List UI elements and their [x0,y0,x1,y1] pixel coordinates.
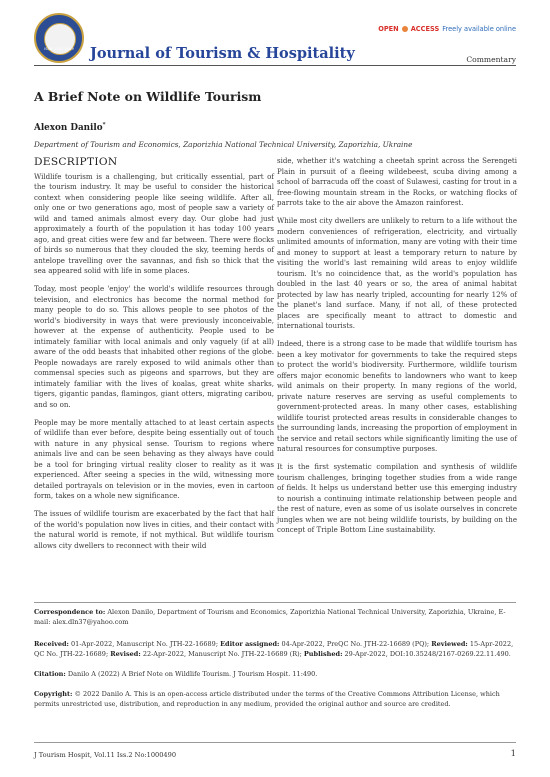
reviewed-label: Reviewed: [431,640,468,648]
editor-value: 04-Apr-2022, PreQC No. JTH-22-16689 (PQ); [281,640,430,648]
open-access-lock-icon [402,26,408,32]
body-paragraph: Wildlife tourism is a challenging, but critically essential, part of the tourism industry. It may be useful to consider the historical context when considering people like seeing wildlife. After all, only one or two generations ago, most of people saw a variety of wild and tamed animals almost every day. Our globe had just approximately a fourth of the population it has today 100 years ago, and great cities were few and far between. There were flocks of birds so numerous that they clouded the sky, teeming herds of antelope travelling over the savannas, and fish so thick that the sea appeared solid with life in some places. [34,171,274,275]
open-access-badge [378,25,516,33]
journal-logo [34,13,84,63]
published-value: 29-Apr-2022, DOI:10.35248/2167-0269.22.11.490. [344,649,511,658]
body-paragraph: While most city dwellers are unlikely to return to a life without the modern conveniences of refrigeration, electricity, and virtually unlimited amounts of information, many are voting with their time and money to support at least a temporary return to nature by visiting the world's last remaining wild areas to enjoy wildlife tourism. It's no coincidence that, as the world's population has doubled in the last 40 years or so, the area of animal habitat protected by law has nearly tripled, accounting for nearly 12% of the planet's land surface. Many, if not all, of these protected places are specifically meant to attract to domestic and international tourists. [277,216,517,330]
page-number: 1 [510,749,516,759]
article-type: Commentary [466,55,516,64]
oa-free-label: Freely available online [442,25,516,33]
citation-text: Danilo A (2022) A Brief Note on Wildlife Tourism. J Tourism Hospit. 11:490. [67,670,318,678]
revised-label: Revised: [110,649,141,658]
footer-journal-info: J Tourism Hospit, Vol.11 Iss.2 No:1000490 [34,751,177,759]
left-column [34,156,274,559]
correspondence-text: Alexon Danilo, Department of Tourism and Economics, Zaporizhia National Technical University, Zaporizhia, Ukraine, E-mail: alex.dln37@yahoo.com [34,608,506,626]
logo-issn: ISSN: 2167-0269 [44,47,74,51]
header-divider [34,65,516,66]
author-mark: * [102,122,106,128]
reviewed-value: 15-Apr-2022, QC No. JTH-22-16689; [34,640,514,658]
body-paragraph: Indeed, there is a strong case to be made that wildlife tourism has been a key motivator for governments to take the required steps to protect the world's biodiversity. Furthermore, wildlife tourism offers major economic benefits to landowners who want to keep wild animals on their property. In many regions of the world, private nature reserves are serving as useful complements to government-protected areas. In many other cases, establishing wildlife tourist protected areas results in considerable changes to the surrounding lands, increasing the proportion of employment in the service and retail sectors while significantly limiting the use of natural resources for consumptive purposes. [277,339,517,453]
oa-access-label: ACCESS [410,25,440,33]
footer-divider [34,742,516,743]
citation [34,670,516,680]
body-paragraph: The issues of wildlife tourism are exacerbated by the fact that half of the world's population now lives in cities, and their contact with the natural world is remote, if not mythical. But wildlife tourism allows city dwellers to reconnect with their wild [34,509,274,550]
section-heading: DESCRIPTION [34,156,118,168]
published-label: Published: [303,649,343,658]
body-paragraph: People may be more mentally attached to at least certain aspects of wildlife than ever before, despite being essentially out of touch with nature in any physical sense. Tourism to regions where animals live and can be seen behaving as they always have could be a tool for bringing virtual reality closer to reality as it was experienced. After seeing a species in the wild, witnessing more detailed portrayals on television or in the movies, even in cartoon form, takes on a whole new significance. [34,417,274,500]
article-title: A Brief Note on Wildlife Tourism [34,89,262,104]
footnote-divider [34,602,516,603]
body-paragraph: Today, most people 'enjoy' the world's wildlife resources through television, and electronics has become the normal method for many people to do so. This allows people to see photos of the world's biodiversity in ways that were previously inconceivable, however at the expense of authenticity. People used to be intimately familiar with local animals and only vaguely (if at all) aware of the odd beasts that inhabited other regions of the globe. People nowadays are rarely exposed to wild animals other than commensal species such as pigeons and sparrows, but they are intimately familiar with the lives of koalas, great white sharks, tigers, gigantic pandas, flamingos, giant otters, migrating caribou, and so on. [34,284,274,409]
copyright-label: Copyright: [34,690,73,698]
affiliation: Department of Tourism and Economics, Zaporizhia National Technical University, Zaporizhia, Ukraine [34,140,413,149]
author-name: Alexon Danilo [34,122,103,133]
right-column [277,156,517,543]
received-value: 01-Apr-2022, Manuscript No. JTH-22-16689; [71,640,219,648]
copyright-text: © 2022 Danilo A. This is an open-access article distributed under the terms of the Creative Commons Attribution License, which permits unrestricted use, distribution, and reproduction in any medium, provided the original author and source are credited. [34,690,500,708]
oa-open-label: OPEN [378,25,399,33]
received-label: Received: [34,640,69,648]
body-paragraph: It is the first systematic compilation and synthesis of wildlife tourism challenges, bringing together studies from a wide range of fields. It helps us understand better use this emerging industry to nourish a continuing intimate relationship between people and the rest of nature, even as some of us isolate ourselves in concrete jungles when we are not being wildlife tourists, by building on the concept of Triple Bottom Line sustainability. [277,462,517,534]
body-paragraph: side, whether it's watching a cheetah sprint across the Serengeti Plain in pursuit of a fleeing wildebeest, scuba diving among a school of barracuda off the coast of Sulawesi, casting for trout in a free-flowing mountain stream in the Rocks, or watching flocks of parrots take to the air above the Amazon rainforest. [277,156,517,207]
citation-label: Citation: [34,670,66,678]
revised-value: 22-Apr-2022, Manuscript No. JTH-22-16689 (R); [142,649,302,658]
journal-title: Journal of Tourism & Hospitality [90,45,355,62]
correspondence [34,608,516,627]
correspondence-label: Correspondence to: [34,608,106,616]
author-line [34,122,106,133]
editor-label: Editor assigned: [220,640,280,648]
copyright [34,690,516,709]
manuscript-history [34,640,516,659]
